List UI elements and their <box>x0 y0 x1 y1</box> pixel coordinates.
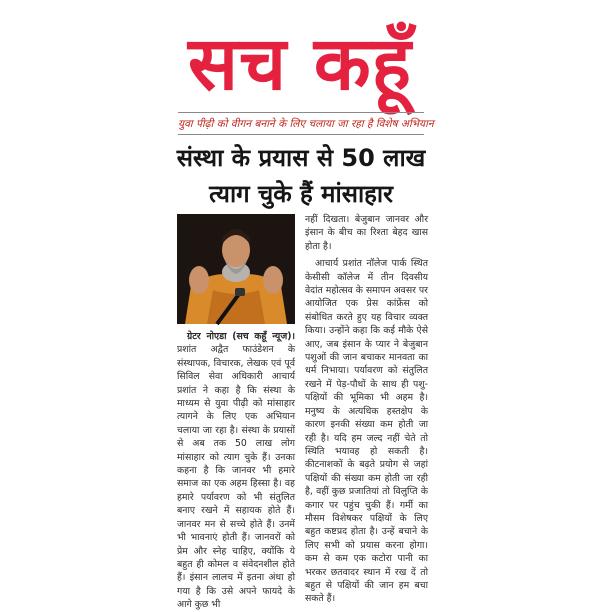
masthead-title: सच कहूँ <box>188 21 412 107</box>
article-body-right-p2: आचार्य प्रशांत नॉलेज पार्क स्थित केसीसी कॉलेज में तीन दिवसीय वेदांत महोत्सव के समापन अवसर पर आयोजित एक प्रेस कांफ्रेंस को संबोधित करते हुए यह विचार व्यक्त किया। उन्होंने कहा कि कई मौके ऐसे आए, जब इंसान के प्यार ने बेजुबान पशुओं की जान बचाकर मानवता का धर्म निभाया। पर्यावरण को संतुलित रखने में पेड़-पौधों के साथ ही पशु-पक्षियों की भूमिका भी अहम है। मनुष्य के अत्यधिक हस्तक्षेप के कारण इनकी संख्या कम होती जा रही है। यदि हम जल्द नहीं चेते तो स्थिति भयावह हो सकती है। कीटनाशकों के बढ़ते प्रयोग से जहां पक्षियों की संख्या कम होती जा रही है, वहीं कुछ प्रजातियां तो विलुप्ति के कगार पर पहुंच चुकी हैं। गर्मी का मौसम विशेषकर पक्षियों के लिए बहुत कष्टप्रद होता है। उन्हें बचाने के लिए सभी को प्रयास करना होगा। कम से कम एक कटोरा पानी का भरकर छतवादर स्थान में रख दें तो बहुत से पक्षियों की जान हम बचा सकते हैं। <box>305 258 428 605</box>
article-headline: संस्था के प्रयास से 50 लाख त्याग चुके हैं मांसाहार <box>176 144 426 208</box>
article-dateline: ग्रेटर नोएडा (सच कहूँ न्यूज)। <box>187 331 295 342</box>
article-body-left: प्रशांत अद्वैत फाउंडेशन के संस्थापक, विचारक, लेखक एवं पूर्व सिविल सेवा अधिकारी आचार्य प्रशांत ने कहा है कि संस्था के माध्यम से युवा पीढ़ी को मांसाहार त्यागने के लिए एक अभियान चलाया जा रहा है। संस्था के प्रयासों से अब तक 50 लाख लोग मांसाहार को त्याग चुके हैं। उनका कहना है कि जानवर भी हमारे समाज का एक अहम हिस्सा है। वह हमारे पर्यावरण को भी संतुलित बनाए रखने में सहायक होते हैं। जानवर मन से सच्चे होते हैं। उनमें भी भावनाएं होती हैं। जानवरों को प्रेम और स्नेह चाहिए, क्योंकि ये बहुत ही कोमल व संवेदनशील होते हैं। इंसान लालच में इतना अंधा हो गया है कि उसे अपने फायदे के आगे कुछ भी <box>177 344 295 611</box>
kicker-top-rule <box>178 112 424 113</box>
speaker-photo <box>177 214 295 324</box>
article-column-right <box>305 213 428 605</box>
article-column-left <box>177 330 295 611</box>
article-body-right-p1: नहीं दिखता। बेजुबान जानवर और इंसान के बीच का रिश्ता बेहद खास होता है। <box>305 214 428 252</box>
kicker-bottom-rule <box>178 134 424 135</box>
article-kicker: युवा पीढ़ी को वीगन बनाने के लिए चलाया जा रहा है विशेष अभियान <box>178 118 434 130</box>
speaker-photo-icon <box>177 214 295 324</box>
